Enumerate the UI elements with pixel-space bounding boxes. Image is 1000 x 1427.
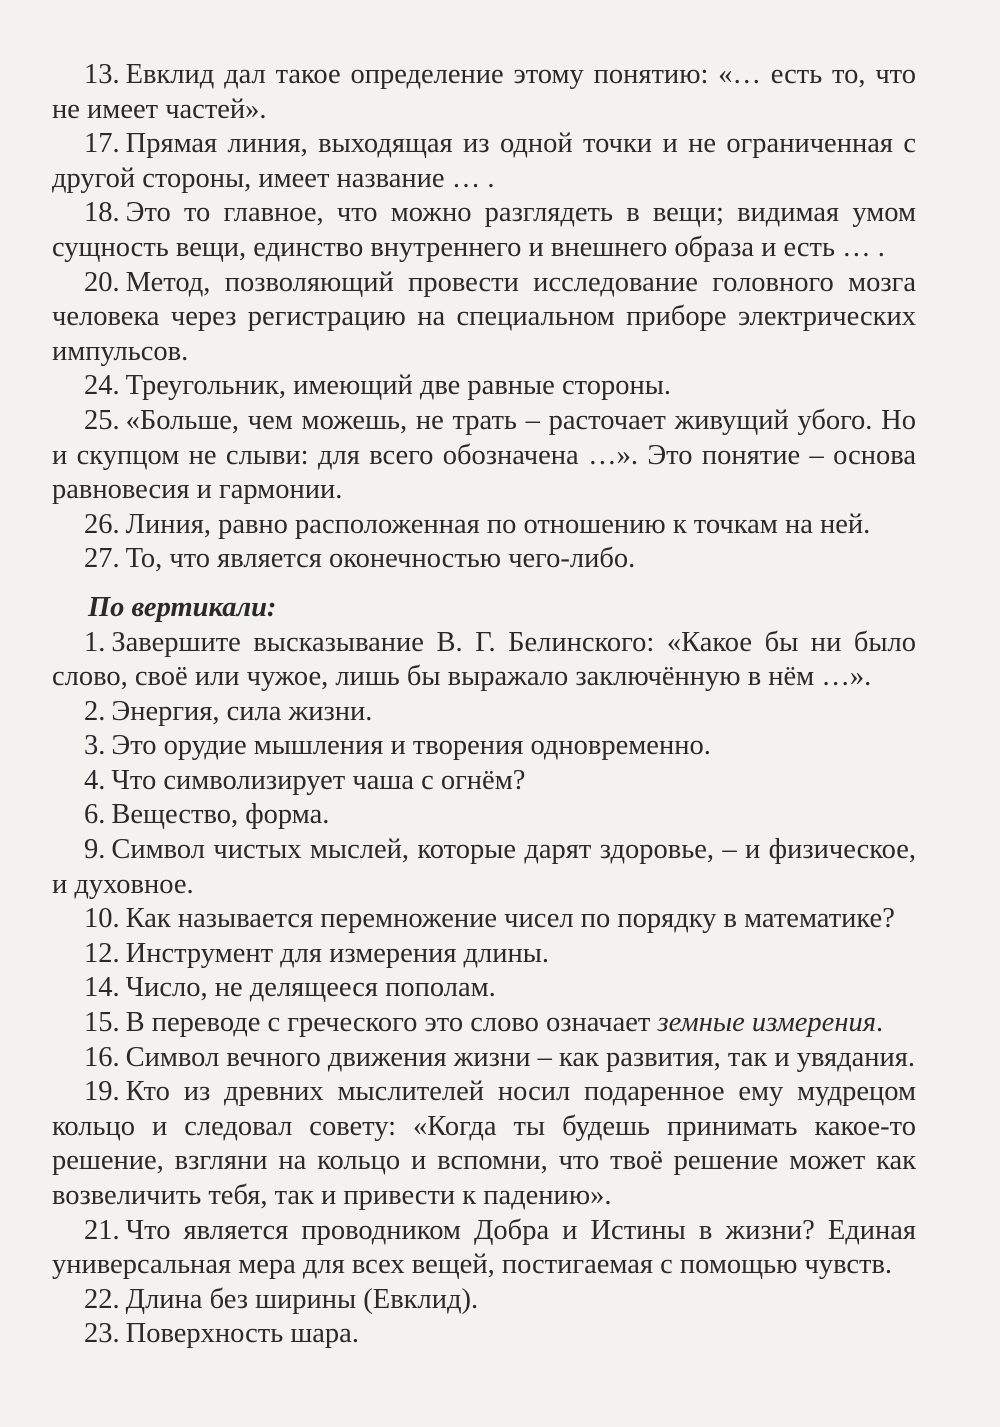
clue-item bbox=[52, 404, 916, 508]
clue-text: Прямая линия, выходящая из одной точки и не ограниченная с другой стороны, имеет название … . bbox=[52, 128, 916, 194]
clue-number: 18. bbox=[84, 197, 120, 229]
clue-item bbox=[52, 695, 916, 730]
clue-number: 20. bbox=[84, 266, 120, 298]
clue-number: 24. bbox=[84, 370, 120, 402]
clue-text: Длина без ширины (Евклид). bbox=[125, 1283, 479, 1315]
clue-number: 15. bbox=[84, 1007, 120, 1039]
clue-item bbox=[52, 369, 916, 404]
clue-number: 23. bbox=[84, 1318, 120, 1350]
clue-item bbox=[52, 798, 916, 833]
clue-number: 16. bbox=[84, 1041, 120, 1073]
clue-item bbox=[52, 971, 916, 1006]
clue-text: Что является проводником Добра и Истины в жизни? Единая универсальная мера для всех вещей, постигаемая с помощью чувств. bbox=[52, 1214, 916, 1281]
clue-item bbox=[52, 1214, 916, 1283]
clue-text: Линия, равно расположенная по отношению к точкам на ней. bbox=[125, 508, 871, 540]
document-page bbox=[52, 58, 916, 1352]
clue-item bbox=[52, 1041, 916, 1076]
clue-number: 12. bbox=[84, 937, 120, 969]
clue-text: Завершите высказывание В. Г. Белинского: «Какое бы ни было слово, своё или чужое, лишь бы выражало заключённую в нём …». bbox=[52, 626, 916, 693]
clue-item bbox=[52, 937, 916, 972]
clue-number: 6. bbox=[84, 799, 106, 831]
clue-item bbox=[52, 266, 916, 370]
clue-number: 14. bbox=[84, 972, 120, 1004]
clue-item bbox=[52, 764, 916, 799]
clue-number: 13. bbox=[84, 59, 120, 90]
clue-number: 25. bbox=[84, 404, 120, 436]
clue-number: 21. bbox=[84, 1214, 120, 1246]
clue-number: 17. bbox=[84, 128, 120, 160]
clue-tail: . bbox=[875, 1007, 884, 1039]
clue-number: 3. bbox=[84, 730, 106, 762]
clue-text: Это то главное, что можно разглядеть в вещи; видимая умом сущность вещи, единство внутреннего и внешнего образа и есть … . bbox=[52, 197, 916, 263]
clue-item bbox=[52, 833, 916, 902]
clue-item bbox=[52, 196, 916, 265]
clue-text: То, что является оконечностью чего-либо. bbox=[125, 543, 636, 575]
clue-item bbox=[52, 626, 916, 695]
clue-text: Вещество, форма. bbox=[111, 799, 330, 831]
clue-text: Треугольник, имеющий две равные стороны. bbox=[125, 370, 671, 402]
clue-text: Энергия, сила жизни. bbox=[111, 695, 373, 727]
clue-number: 27. bbox=[84, 543, 120, 575]
clue-item bbox=[52, 1006, 916, 1041]
clue-text: Как называется перемножение чисел по порядку в математике? bbox=[125, 903, 895, 935]
clue-item bbox=[52, 508, 916, 543]
clue-text: Это орудие мышления и творения одновременно. bbox=[111, 730, 711, 762]
clue-item bbox=[52, 902, 916, 937]
clue-number: 4. bbox=[84, 764, 106, 796]
clue-text: Метод, позволяющий провести исследование головного мозга человека через регистрацию на специальном приборе электрических импульсов. bbox=[52, 266, 916, 367]
clue-text: «Больше, чем можешь, не трать – расточает живущий убого. Но и скупцом не слыви: для всего обозначена …». Это понятие – основа равновесия и гармонии. bbox=[52, 404, 916, 506]
clue-number: 22. bbox=[84, 1283, 120, 1315]
clue-item bbox=[52, 127, 916, 196]
clue-number: 1. bbox=[84, 626, 106, 658]
clue-item bbox=[52, 1283, 916, 1318]
clue-item bbox=[52, 58, 916, 127]
clue-text: В переводе с греческого это слово означает bbox=[125, 1007, 658, 1039]
clue-text: Кто из древних мыслителей носил подаренное ему мудрецом кольцо и следовал совету: «Когда ты будешь принимать какое-то решение, взгляни на кольцо и вспомни, что твоё решение может как возвеличить тебя, так и привести к падению». bbox=[52, 1076, 916, 1211]
clue-item bbox=[52, 729, 916, 764]
clue-text: Евклид дал такое определение этому понятию: «… есть то, что не имеет частей». bbox=[52, 59, 916, 125]
clue-text: Число, не делящееся пополам. bbox=[125, 972, 496, 1004]
clue-item bbox=[52, 1075, 916, 1213]
clue-emphasis: земные измерения bbox=[657, 1007, 876, 1039]
clue-text: Поверхность шара. bbox=[125, 1318, 359, 1350]
clue-item bbox=[52, 1317, 916, 1352]
clue-text: Символ чистых мыслей, которые дарят здоровье, – и физическое, и духовное. bbox=[52, 834, 916, 900]
clue-number: 10. bbox=[84, 903, 120, 935]
clue-item bbox=[52, 542, 916, 577]
clue-number: 9. bbox=[84, 834, 106, 866]
clue-number: 26. bbox=[84, 508, 120, 540]
clue-text: Символ вечного движения жизни – как развития, так и увядания. bbox=[125, 1041, 916, 1073]
section-heading-vertical: По вертикали: bbox=[88, 591, 277, 623]
clue-number: 19. bbox=[84, 1076, 120, 1108]
clue-text: Что символизирует чаша с огнём? bbox=[111, 764, 526, 796]
clue-text: Инструмент для измерения длины. bbox=[125, 937, 550, 969]
clue-number: 2. bbox=[84, 695, 106, 727]
